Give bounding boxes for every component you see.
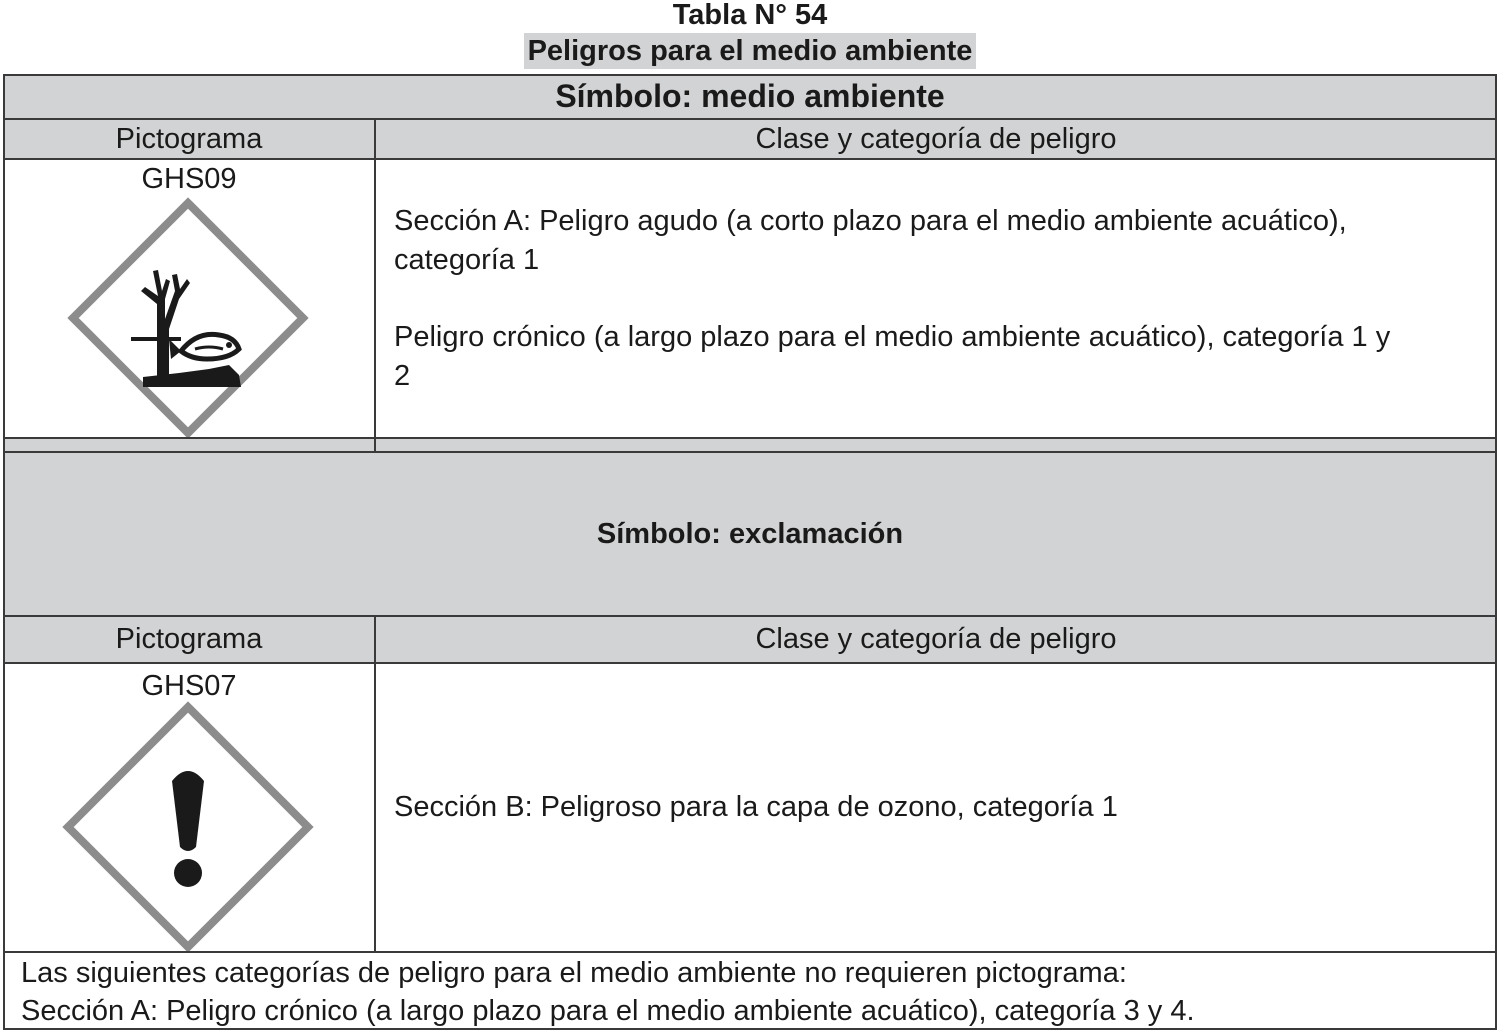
pictogram-code: GHS09 bbox=[141, 163, 237, 195]
hazard-table bbox=[3, 74, 1497, 1030]
section-heading-environment: Símbolo: medio ambiente bbox=[3, 74, 1497, 119]
environment-hazard-icon bbox=[69, 199, 307, 437]
hazard-description-list bbox=[394, 202, 1394, 396]
column-header-hazard-class: Clase y categoría de peligro bbox=[375, 119, 1497, 159]
footer-note-line: Las siguientes categorías de peligro para el medio ambiente no requieren pictograma: bbox=[21, 957, 1127, 989]
footer-note bbox=[21, 954, 1481, 1030]
column-header-hazard-class: Clase y categoría de peligro bbox=[375, 616, 1497, 663]
divider-band bbox=[3, 438, 1497, 452]
column-header-pictogram: Pictograma bbox=[3, 616, 375, 663]
hazard-description: Sección A: Peligro agudo (a corto plazo para el medio ambiente acuático), categoría 1 bbox=[394, 205, 1347, 276]
table-subtitle: Peligros para el medio ambiente bbox=[524, 33, 977, 69]
hazard-description: Sección B: Peligroso para la capa de ozono, categoría 1 bbox=[394, 791, 1118, 823]
footer-note-line: Sección A: Peligro crónico (a largo plazo para el medio ambiente acuático), categoría 3 y 4. bbox=[21, 995, 1195, 1027]
pictogram-code: GHS07 bbox=[141, 670, 237, 702]
column-header-pictogram: Pictograma bbox=[3, 119, 375, 159]
hazard-description: Peligro crónico (a largo plazo para el medio ambiente acuático), categoría 1 y 2 bbox=[394, 321, 1391, 392]
section-heading-exclamation: Símbolo: exclamación bbox=[3, 452, 1497, 616]
exclamation-mark-icon bbox=[64, 703, 312, 951]
table-caption: Tabla N° 54 bbox=[672, 0, 828, 31]
